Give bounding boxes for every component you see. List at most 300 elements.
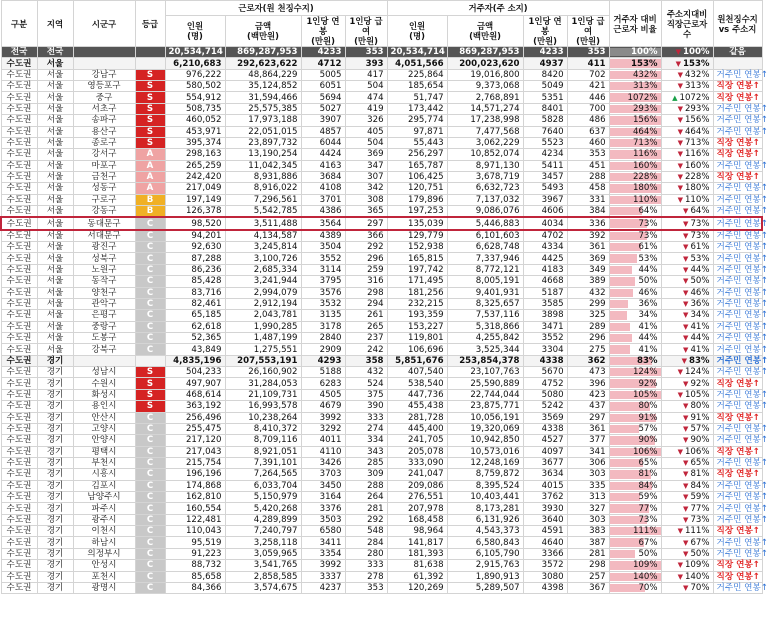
cell-ratio (609, 457, 661, 468)
cell-verdict: 거주민 연봉↑ (713, 514, 762, 525)
cell-region: 서울 (37, 230, 73, 242)
header-grade: 등급 (135, 1, 165, 47)
grade-badge: B (135, 206, 165, 218)
cell-work-amount: 207,553,191 (225, 355, 301, 366)
cell-home-people: 407,540 (387, 367, 447, 378)
cell-work-amount: 7,296,561 (225, 194, 301, 205)
cell-work-people: 20,534,714 (165, 47, 225, 58)
cell-home-amount: 6,580,843 (447, 537, 523, 548)
triangle-down-icon: ▼ (683, 266, 689, 274)
cell-home-amount: 6,105,790 (447, 548, 523, 559)
cell-work-amount: 869,287,953 (225, 47, 301, 58)
table-row (1, 149, 762, 160)
cell-work-avg: 5005 (301, 69, 345, 80)
cell-home-month: 361 (567, 423, 609, 434)
cell-work-amount: 22,051,015 (225, 126, 301, 137)
cell-home-month: 367 (567, 582, 609, 593)
cell-work-people: 82,461 (165, 298, 225, 309)
grade-badge: S (135, 367, 165, 378)
cell-rank (661, 194, 713, 205)
rank-text: 109% (684, 560, 710, 571)
cell-sigungu: 용인시 (73, 401, 135, 412)
cell-work-avg: 3426 (301, 457, 345, 468)
ratio-text: 153% (630, 58, 658, 69)
cell-home-month: 411 (567, 58, 609, 69)
cell-region: 서울 (37, 149, 73, 160)
header-region: 지역 (37, 1, 73, 47)
cell-gubun: 수도권 (1, 548, 37, 559)
cell-home-people: 209,086 (387, 480, 447, 491)
grade-badge: A (135, 149, 165, 160)
cell-ratio (609, 160, 661, 171)
cell-home-people: 295,774 (387, 115, 447, 126)
triangle-down-icon: ▼ (677, 561, 683, 570)
cell-region: 경기 (37, 401, 73, 412)
triangle-down-icon: ▼ (683, 481, 689, 490)
cell-rank (661, 137, 713, 148)
table-row (1, 526, 762, 537)
cell-home-people: 51,747 (387, 92, 447, 103)
cell-home-amount: 5,318,866 (447, 321, 523, 332)
cell-work-avg: 3411 (301, 537, 345, 548)
cell-sigungu: 성북구 (73, 253, 135, 264)
cell-work-month: 278 (345, 571, 387, 582)
cell-sigungu: 고양시 (73, 423, 135, 434)
cell-home-people: 165,787 (387, 160, 447, 171)
cell-region: 서울 (37, 298, 73, 309)
cell-verdict: 거주민 연봉↑ (713, 242, 762, 253)
grade-badge: C (135, 526, 165, 537)
rank-text: 156% (684, 115, 710, 126)
cell-verdict: 거주민 연봉↑ (713, 126, 762, 137)
header-work-month-text: 1인당 급여 (만원) (349, 16, 383, 46)
cell-home-month: 432 (567, 287, 609, 298)
cell-home-month: 288 (567, 171, 609, 182)
table-row (1, 287, 762, 298)
table-row (1, 242, 762, 253)
ratio-text: 110% (632, 194, 658, 205)
ratio-text: 73% (638, 230, 658, 241)
cell-home-amount: 23,107,763 (447, 367, 523, 378)
ratio-text: 228% (632, 172, 658, 183)
triangle-down-icon: ▼ (677, 184, 683, 193)
cell-verdict: 직장 연봉↑ (713, 92, 762, 103)
cell-region: 서울 (37, 69, 73, 80)
rank-text: 36% (690, 299, 710, 310)
cell-gubun: 수도권 (1, 171, 37, 182)
triangle-down-icon: ▼ (677, 139, 683, 148)
cell-home-people: 135,039 (387, 217, 447, 229)
cell-sigungu: 강동구 (73, 206, 135, 218)
cell-gubun: 수도권 (1, 242, 37, 253)
cell-home-amount: 8,173,281 (447, 503, 523, 514)
cell-work-month: 309 (345, 469, 387, 480)
cell-home-avg: 5351 (523, 92, 567, 103)
cell-home-people: 333,090 (387, 457, 447, 468)
cell-home-amount: 4,255,842 (447, 332, 523, 343)
cell-region: 경기 (37, 560, 73, 571)
cell-work-month: 264 (345, 492, 387, 503)
ratio-text: 73% (638, 514, 658, 525)
rank-text: 50% (690, 548, 710, 559)
cell-work-amount: 5,542,785 (225, 206, 301, 218)
cell-home-avg: 4606 (523, 206, 567, 218)
cell-sigungu: 강서구 (73, 149, 135, 160)
cell-gubun: 수도권 (1, 344, 37, 355)
cell-ratio (609, 321, 661, 332)
cell-home-month: 437 (567, 401, 609, 412)
cell-verdict: 직장 연봉↑ (713, 412, 762, 423)
cell-verdict: 거주민 연봉↑ (713, 287, 762, 298)
cell-home-amount: 14,571,274 (447, 103, 523, 114)
cell-home-amount: 6,628,748 (447, 242, 523, 253)
cell-home-amount: 8,772,121 (447, 264, 523, 275)
cell-work-month: 342 (345, 183, 387, 194)
cell-work-amount: 31,594,466 (225, 92, 301, 103)
cell-work-avg: 6283 (301, 378, 345, 389)
cell-ratio (609, 389, 661, 400)
cell-ratio (609, 548, 661, 559)
cell-work-month: 375 (345, 389, 387, 400)
cell-home-avg: 3762 (523, 492, 567, 503)
triangle-down-icon: ▼ (683, 311, 689, 320)
cell-ratio (609, 115, 661, 126)
cell-work-amount: 2,858,585 (225, 571, 301, 582)
rank-text: 160% (684, 160, 710, 171)
cell-home-month: 303 (567, 514, 609, 525)
cell-verdict: 거주민 연봉↑ (713, 423, 762, 434)
cell-home-month: 387 (567, 537, 609, 548)
cell-sigungu: 광진구 (73, 242, 135, 253)
rank-text: 65% (690, 458, 710, 469)
cell-ratio (609, 81, 661, 92)
grade-badge: C (135, 276, 165, 287)
cell-gubun: 수도권 (1, 560, 37, 571)
cell-rank (661, 92, 713, 103)
table-row (1, 310, 762, 321)
cell-region: 경기 (37, 582, 73, 593)
cell-home-people: 119,801 (387, 332, 447, 343)
cell-rank (661, 298, 713, 309)
cell-home-people: 153,227 (387, 321, 447, 332)
cell-ratio (609, 217, 661, 229)
cell-verdict: 거주민 연봉↑ (713, 389, 762, 400)
triangle-down-icon: ▼ (683, 254, 689, 263)
ratio-text: 180% (632, 183, 658, 194)
cell-work-amount: 8,410,372 (225, 423, 301, 434)
cell-sigungu: 노원구 (73, 264, 135, 275)
cell-work-people: 88,732 (165, 560, 225, 571)
cell-gubun: 수도권 (1, 264, 37, 275)
cell-home-amount: 6,101,603 (447, 230, 523, 242)
grade-badge: C (135, 344, 165, 355)
cell-home-month: 349 (567, 264, 609, 275)
cell-gubun: 수도권 (1, 115, 37, 126)
cell-sigungu: 포천시 (73, 571, 135, 582)
triangle-down-icon: ▼ (683, 288, 689, 297)
cell-gubun: 전국 (1, 47, 37, 58)
cell-work-amount: 13,190,254 (225, 149, 301, 160)
table-row (1, 69, 762, 80)
cell-gubun: 수도권 (1, 582, 37, 593)
cell-home-month: 306 (567, 457, 609, 468)
cell-gubun: 수도권 (1, 571, 37, 582)
grade-badge: S (135, 69, 165, 80)
header-work-amount-text: 금액 (백만원) (247, 21, 279, 41)
cell-home-month: 384 (567, 206, 609, 218)
ratio-text: 293% (632, 103, 658, 114)
subtotal-row (1, 355, 762, 366)
cell-work-avg: 6044 (301, 137, 345, 148)
cell-verdict: 직장 연봉↑ (713, 469, 762, 480)
cell-home-amount: 7,477,568 (447, 126, 523, 137)
cell-region: 서울 (37, 344, 73, 355)
cell-gubun: 수도권 (1, 389, 37, 400)
header-work-people-text: 인원 (명) (186, 21, 204, 41)
ratio-text: 77% (638, 503, 658, 514)
cell-home-avg: 3304 (523, 344, 567, 355)
cell-sigungu: 하남시 (73, 537, 135, 548)
total-row (1, 47, 762, 58)
cell-work-amount: 3,059,965 (225, 548, 301, 559)
cell-rank (661, 264, 713, 275)
ratio-text: 34% (638, 310, 658, 321)
cell-work-avg: 3376 (301, 503, 345, 514)
header-ratio-work-text: 거주자 대비 근로자 비율 (613, 13, 657, 34)
cell-rank (661, 58, 713, 69)
cell-gubun: 수도권 (1, 492, 37, 503)
cell-rank (661, 401, 713, 412)
triangle-down-icon: ▼ (677, 161, 683, 170)
cell-gubun: 수도권 (1, 217, 37, 229)
cell-work-people: 217,043 (165, 446, 225, 457)
cell-work-month: 297 (345, 217, 387, 229)
cell-ratio (609, 344, 661, 355)
header-work-amount (225, 16, 301, 47)
table-row (1, 503, 762, 514)
cell-home-avg: 3640 (523, 514, 567, 525)
cell-work-people: 95,519 (165, 537, 225, 548)
cell-home-amount: 3,525,344 (447, 344, 523, 355)
table-row (1, 276, 762, 287)
ratio-text: 44% (638, 333, 658, 344)
cell-rank (661, 526, 713, 537)
cell-work-avg: 3703 (301, 469, 345, 480)
triangle-down-icon: ▼ (683, 538, 689, 547)
cell-rank (661, 480, 713, 491)
cell-work-people: 110,043 (165, 526, 225, 537)
cell-work-people: 453,971 (165, 126, 225, 137)
cell-work-month: 296 (345, 253, 387, 264)
cell-home-month: 257 (567, 571, 609, 582)
cell-home-amount: 2,915,763 (447, 560, 523, 571)
cell-work-avg: 4237 (301, 582, 345, 593)
cell-work-avg: 3564 (301, 217, 345, 229)
cell-home-avg: 5049 (523, 81, 567, 92)
cell-home-people: 181,393 (387, 548, 447, 559)
cell-sigungu: 평택시 (73, 446, 135, 457)
cell-work-month: 334 (345, 435, 387, 446)
triangle-down-icon: ▼ (683, 493, 689, 502)
cell-home-people: 232,215 (387, 298, 447, 309)
cell-sigungu: 송파구 (73, 115, 135, 126)
ratio-text: 64% (638, 206, 658, 217)
ratio-text: 50% (638, 548, 658, 559)
cell-sigungu: 도봉구 (73, 332, 135, 343)
cell-work-month: 405 (345, 126, 387, 137)
cell-sigungu: 광주시 (73, 514, 135, 525)
table-body (1, 47, 768, 594)
cell-gubun: 수도권 (1, 423, 37, 434)
cell-verdict: 거주민 연봉↑ (713, 492, 762, 503)
cell-verdict: 직장 연봉↑ (713, 526, 762, 537)
cell-region: 경기 (37, 537, 73, 548)
cell-work-amount: 4,289,899 (225, 514, 301, 525)
rank-text: 106% (684, 446, 710, 457)
cell-work-month: 261 (345, 310, 387, 321)
table-row (1, 537, 762, 548)
grade-badge: C (135, 548, 165, 559)
cell-ratio (609, 435, 661, 446)
header-home-group: 거주자(주 소지) (387, 1, 609, 16)
cell-gubun: 수도권 (1, 137, 37, 148)
cell-gubun: 수도권 (1, 103, 37, 114)
cell-rank (661, 571, 713, 582)
cell-rank (661, 230, 713, 242)
cell-work-avg: 3354 (301, 548, 345, 559)
cell-rank (661, 469, 713, 480)
cell-ratio (609, 69, 661, 80)
cell-verdict: 직장 연봉↑ (713, 378, 762, 389)
cell-sigungu: 서초구 (73, 103, 135, 114)
cell-rank (661, 310, 713, 321)
grade-badge (135, 58, 165, 69)
cell-sigungu: 동작구 (73, 276, 135, 287)
table-row (1, 81, 762, 92)
cell-work-month: 358 (345, 355, 387, 366)
rank-text: 59% (690, 492, 710, 503)
grade-badge: C (135, 503, 165, 514)
cell-region: 서울 (37, 321, 73, 332)
cell-ratio (609, 446, 661, 457)
cell-home-people: 538,540 (387, 378, 447, 389)
grade-badge: C (135, 469, 165, 480)
grade-badge (135, 355, 165, 366)
cell-work-amount: 3,100,726 (225, 253, 301, 264)
header-work-group: 근로자(원 천징수지) (165, 1, 387, 16)
cell-rank (661, 378, 713, 389)
cell-home-people: 129,779 (387, 230, 447, 242)
cell-home-avg: 4233 (523, 47, 567, 58)
cell-verdict: 거주민 연봉↑ (713, 435, 762, 446)
ratio-text: 59% (638, 492, 658, 503)
cell-work-amount: 21,109,731 (225, 389, 301, 400)
cell-home-people: 152,938 (387, 242, 447, 253)
cell-region: 서울 (37, 253, 73, 264)
table-row (1, 446, 762, 457)
cell-gubun: 수도권 (1, 503, 37, 514)
cell-verdict: 거주민 연봉↑ (713, 332, 762, 343)
ratio-text: 81% (638, 469, 658, 480)
cell-home-people: 207,978 (387, 503, 447, 514)
rank-text: 464% (684, 126, 710, 137)
cell-verdict: 직장 연봉↑ (713, 560, 762, 571)
cell-work-people: 174,868 (165, 480, 225, 491)
grade-badge: C (135, 217, 165, 229)
cell-region: 서울 (37, 183, 73, 194)
cell-work-amount: 292,623,622 (225, 58, 301, 69)
cell-home-month: 297 (567, 412, 609, 423)
cell-work-amount: 23,897,732 (225, 137, 301, 148)
cell-ratio (609, 171, 661, 182)
grade-badge: S (135, 115, 165, 126)
cell-work-month: 432 (345, 367, 387, 378)
triangle-down-icon: ▼ (683, 436, 689, 445)
cell-ratio (609, 582, 661, 593)
cell-home-amount: 8,759,872 (447, 469, 523, 480)
rank-text: 116% (684, 149, 710, 160)
header-home-month-text: 1인당 급여 (만원) (571, 16, 605, 46)
ratio-text: 73% (638, 218, 658, 229)
cell-home-month: 700 (567, 103, 609, 114)
table-row (1, 401, 762, 412)
cell-verdict: 직장 연봉↑ (713, 149, 762, 160)
cell-work-avg: 5188 (301, 367, 345, 378)
cell-home-people: 193,359 (387, 310, 447, 321)
cell-work-month: 308 (345, 194, 387, 205)
header-home-amount (447, 16, 523, 47)
header-home-avg-text: 1인당 연봉 (만원) (528, 16, 562, 46)
cell-verdict: 거주민 연봉↑ (713, 503, 762, 514)
cell-rank (661, 344, 713, 355)
cell-work-people: 395,374 (165, 137, 225, 148)
cell-work-amount: 3,258,118 (225, 537, 301, 548)
ratio-text: 116% (632, 149, 658, 160)
cell-gubun: 수도권 (1, 435, 37, 446)
cell-sigungu: 안양시 (73, 435, 135, 446)
cell-home-avg: 3930 (523, 503, 567, 514)
grade-badge: C (135, 492, 165, 503)
cell-rank (661, 332, 713, 343)
cell-home-avg: 3677 (523, 457, 567, 468)
ratio-text: 105% (632, 389, 658, 400)
cell-home-avg: 5242 (523, 401, 567, 412)
header-home-people-text: 인원 (명) (408, 21, 426, 41)
cell-sigungu: 동대문구 (73, 217, 135, 229)
cell-home-people: 97,871 (387, 126, 447, 137)
grade-badge: C (135, 310, 165, 321)
grade-badge: C (135, 230, 165, 242)
triangle-down-icon: ▼ (683, 277, 689, 286)
cell-region: 경기 (37, 378, 73, 389)
grade-badge: C (135, 457, 165, 468)
rank-text: 73% (690, 230, 710, 241)
cell-ratio (609, 183, 661, 194)
cell-rank (661, 503, 713, 514)
cell-ratio (609, 355, 661, 366)
cell-region: 서울 (37, 276, 73, 287)
cell-work-avg: 3114 (301, 264, 345, 275)
cell-home-avg: 3569 (523, 412, 567, 423)
grade-badge: C (135, 423, 165, 434)
cell-work-month: 274 (345, 423, 387, 434)
cell-work-month: 390 (345, 401, 387, 412)
cell-home-amount: 9,373,068 (447, 81, 523, 92)
cell-work-amount: 8,931,886 (225, 171, 301, 182)
cell-work-people: 52,365 (165, 332, 225, 343)
cell-work-people: 126,378 (165, 206, 225, 218)
cell-home-amount: 2,768,891 (447, 92, 523, 103)
